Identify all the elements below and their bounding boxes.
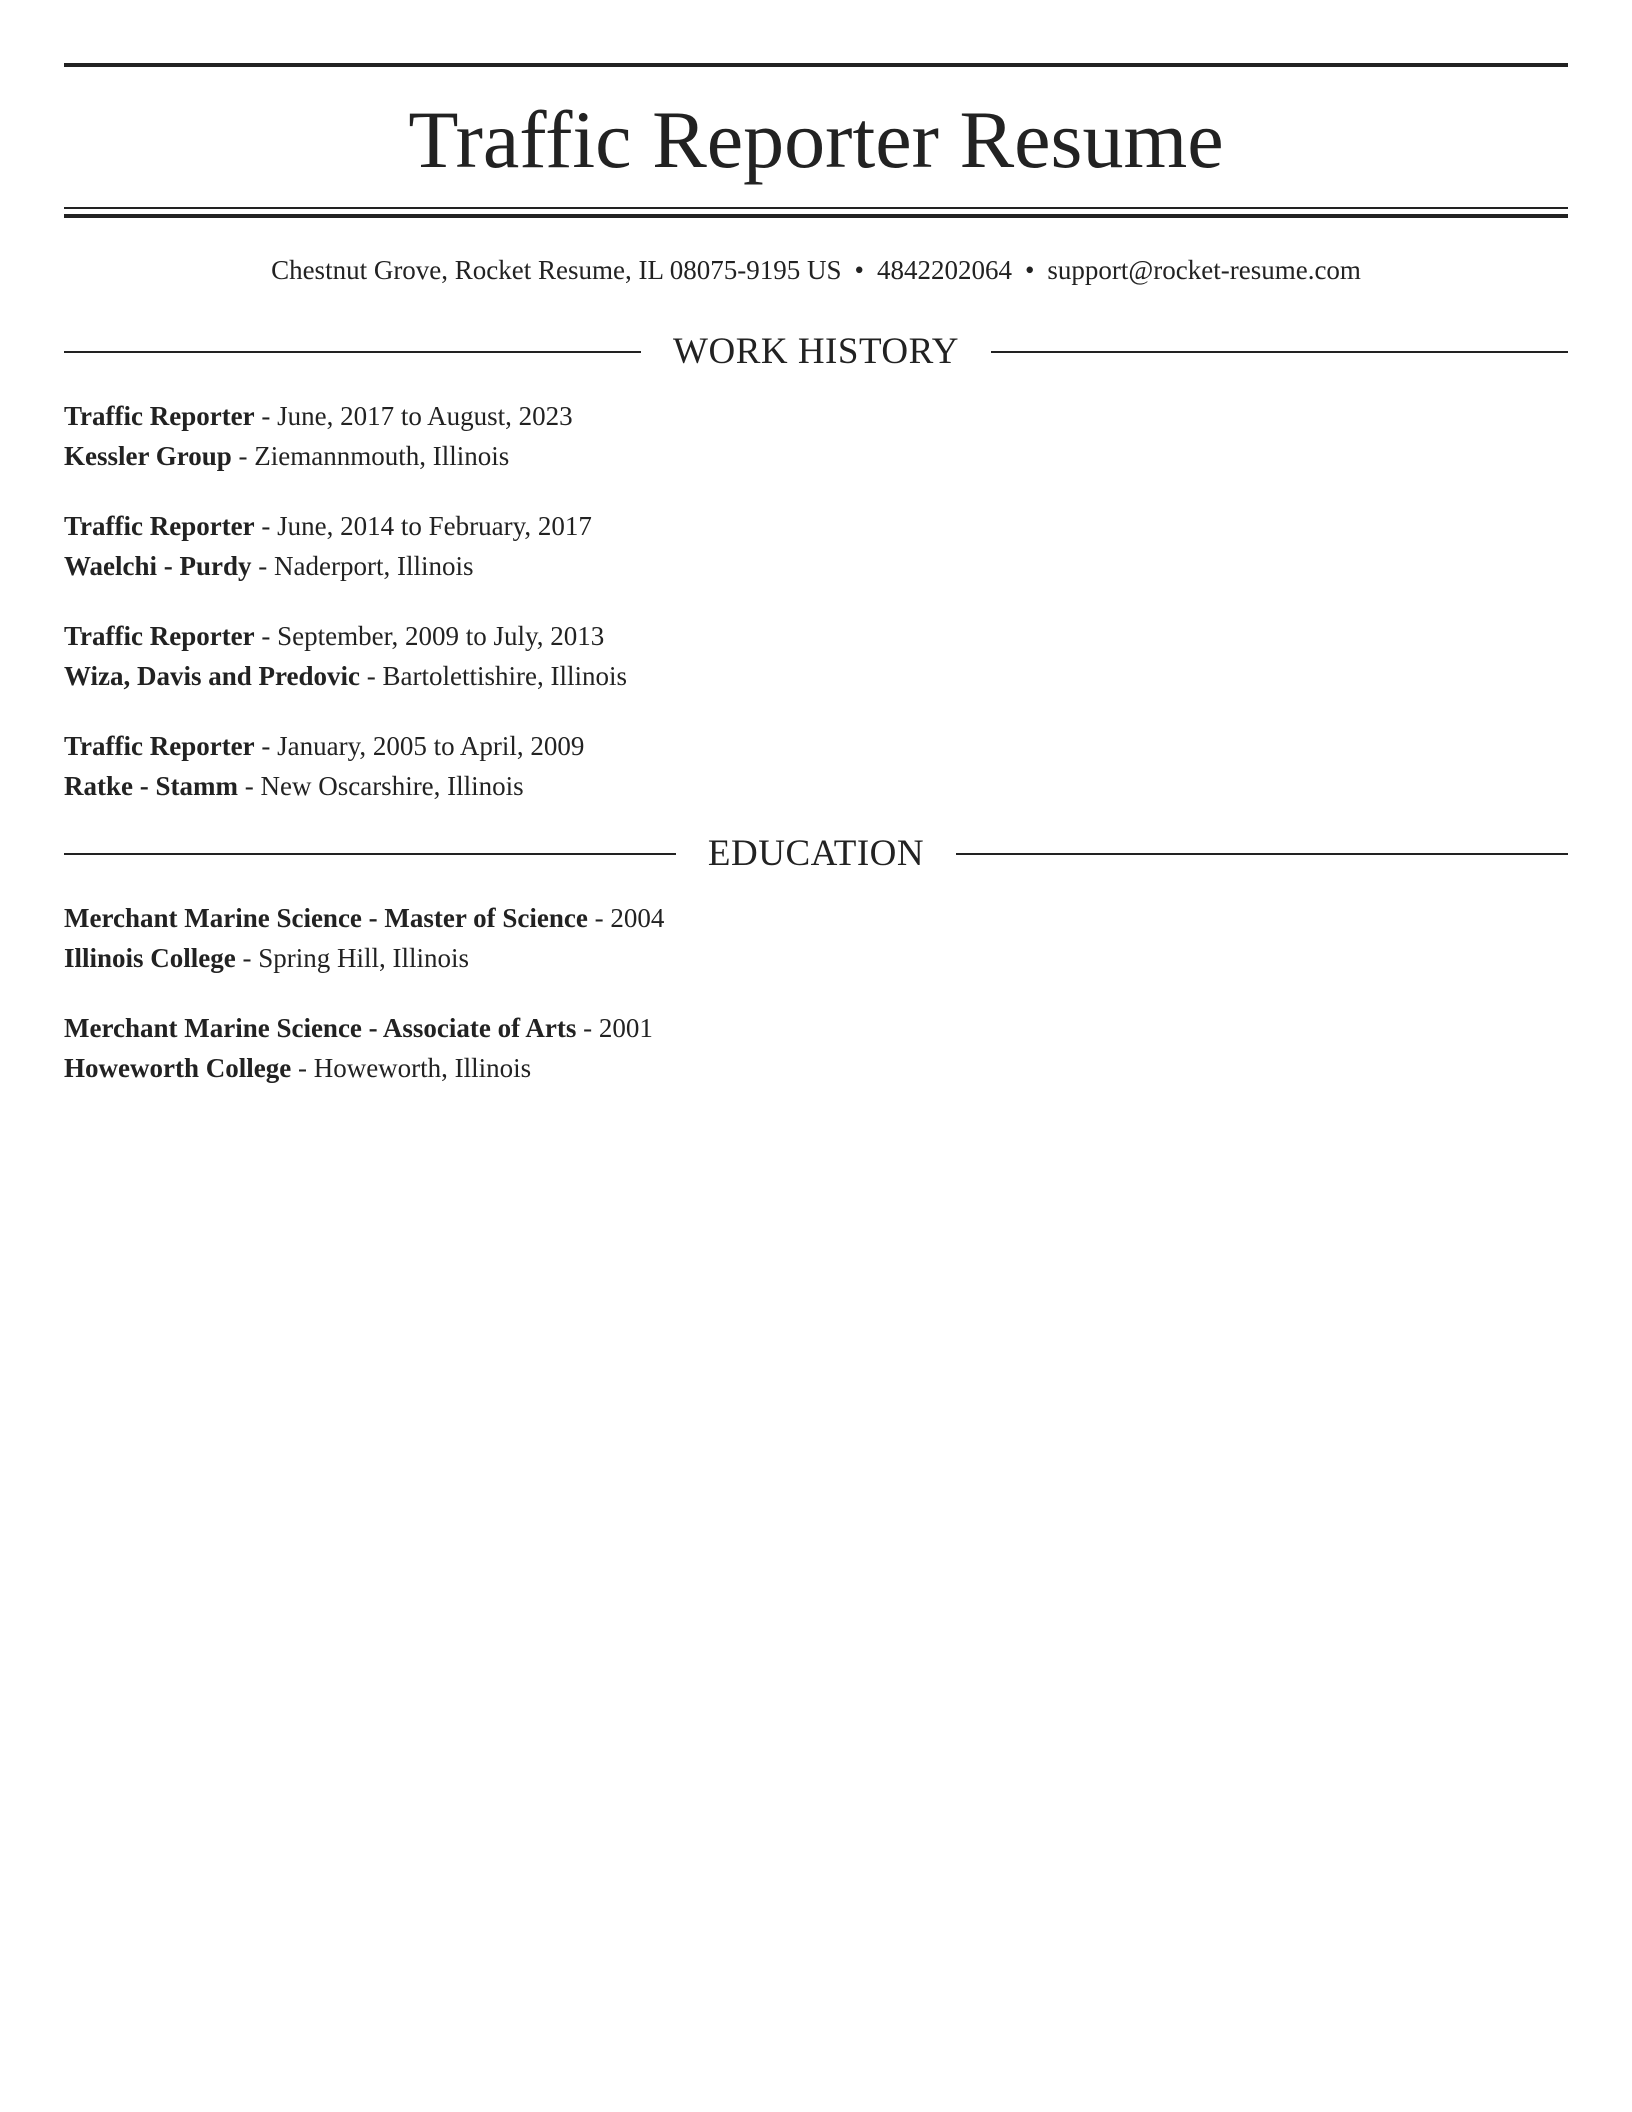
education-school: Howeworth College: [64, 1053, 292, 1083]
dash: -: [238, 441, 248, 471]
contact-separator: •: [1024, 255, 1035, 285]
work-company: Wiza, Davis and Predovic: [64, 661, 361, 691]
work-entry: [64, 396, 1568, 476]
section-rule-right: [991, 351, 1568, 353]
dash: -: [244, 771, 254, 801]
work-location: Ziemannmouth, Illinois: [254, 441, 510, 471]
contact-phone: 4842202064: [876, 255, 1012, 285]
work-role: Traffic Reporter: [64, 511, 255, 541]
dash: -: [297, 1053, 307, 1083]
education-degree: Merchant Marine Science - Associate of Arts: [64, 1013, 577, 1043]
education-year: 2001: [598, 1013, 653, 1043]
top-rule: [64, 63, 1568, 67]
title-rule-thin: [64, 207, 1568, 209]
page-title: Traffic Reporter Resume: [408, 94, 1224, 185]
education-year: 2004: [610, 903, 665, 933]
contact-line: [64, 252, 1568, 288]
work-location: Bartolettishire, Illinois: [382, 661, 627, 691]
dash: -: [242, 943, 252, 973]
education-degree: Merchant Marine Science - Master of Science: [64, 903, 588, 933]
work-history-header: [64, 330, 1568, 374]
dash: -: [261, 731, 271, 761]
dash: -: [594, 903, 604, 933]
work-dates: September, 2009 to July, 2013: [277, 621, 605, 651]
section-rule-left: [64, 351, 641, 353]
work-entry: [64, 506, 1568, 586]
work-company: Kessler Group: [64, 441, 232, 471]
dash: -: [366, 661, 376, 691]
dash: -: [258, 551, 268, 581]
section-rule-left: [64, 853, 676, 855]
education-entry: [64, 1008, 1568, 1088]
education-header: [64, 832, 1568, 876]
dash: -: [261, 511, 271, 541]
contact-email: support@rocket-resume.com: [1047, 255, 1361, 285]
work-company: Waelchi - Purdy: [64, 551, 252, 581]
dash: -: [583, 1013, 593, 1043]
contact-separator: •: [854, 255, 864, 285]
contact-address: Chestnut Grove, Rocket Resume, IL 08075-9195 US: [271, 255, 842, 285]
work-entry: [64, 616, 1568, 696]
title-rule-thick: [64, 214, 1568, 218]
work-role: Traffic Reporter: [64, 731, 255, 761]
work-location: Naderport, Illinois: [274, 551, 474, 581]
education-entry: [64, 898, 1568, 978]
education-heading: EDUCATION: [707, 833, 925, 874]
work-dates: January, 2005 to April, 2009: [277, 731, 585, 761]
section-rule-right: [956, 853, 1568, 855]
work-dates: June, 2014 to February, 2017: [277, 511, 592, 541]
dash: -: [261, 621, 271, 651]
education-school: Illinois College: [64, 943, 236, 973]
work-role: Traffic Reporter: [64, 621, 255, 651]
dash: -: [261, 401, 271, 431]
work-location: New Oscarshire, Illinois: [260, 771, 524, 801]
work-role: Traffic Reporter: [64, 401, 255, 431]
work-company: Ratke - Stamm: [64, 771, 238, 801]
work-entry: [64, 726, 1568, 806]
education-location: Spring Hill, Illinois: [258, 943, 470, 973]
education-location: Howeworth, Illinois: [313, 1053, 532, 1083]
work-dates: June, 2017 to August, 2023: [277, 401, 573, 431]
work-history-heading: WORK HISTORY: [673, 331, 959, 372]
